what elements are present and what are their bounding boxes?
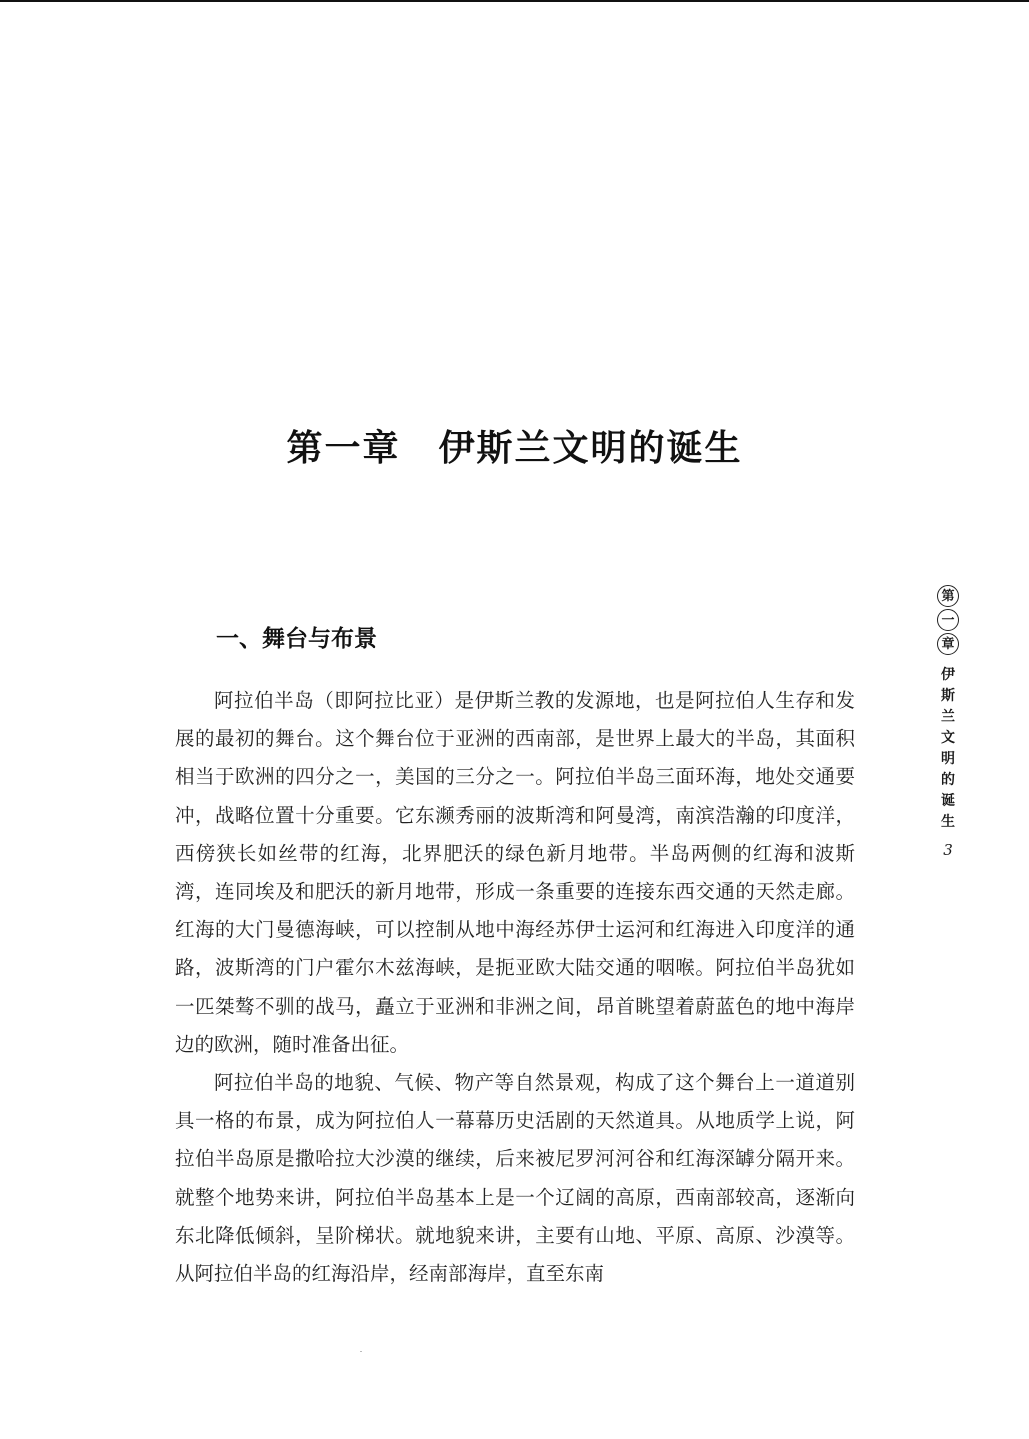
body-text — [175, 682, 855, 1293]
chapter-mark-yi: 一 — [937, 609, 959, 631]
paragraph-1: 阿拉伯半岛（即阿拉比亚）是伊斯兰教的发源地，也是阿拉伯人生存和发展的最初的舞台。这个舞台位于亚洲的西南部，是世界上最大的半岛，其面积相当于欧洲的四分之一，美国的三分之一。阿拉伯半岛三面环海，地处交通要冲，战略位置十分重要。它东濒秀丽的波斯湾和阿曼湾，南滨浩瀚的印度洋，西傍狭长如丝带的红海，北界肥沃的绿色新月地带。半岛两侧的红海和波斯湾，连同埃及和肥沃的新月地带，形成一条重要的连接东西交通的天然走廊。红海的大门曼德海峡，可以控制从地中海经苏伊士运河和红海进入印度洋的通路，波斯湾的门户霍尔木兹海峡，是扼亚欧大陆交通的咽喉。阿拉伯半岛犹如一匹桀骜不驯的战马，矗立于亚洲和非洲之间，昂首眺望着蔚蓝色的地中海岸边的欧洲，随时准备出征。 — [175, 689, 855, 1056]
scan-speck — [360, 1351, 362, 1352]
chapter-mark-di: 第 — [937, 585, 959, 607]
section-heading: 一、舞台与布景 — [216, 626, 377, 652]
chapter-title: 第一章 伊斯兰文明的诞生 — [286, 427, 743, 469]
paragraph-2: 阿拉伯半岛的地貌、气候、物产等自然景观，构成了这个舞台上一道道别具一格的布景，成为阿拉伯人一幕幕历史活剧的天然道具。从地质学上说，阿拉伯半岛原是撒哈拉大沙漠的继续，后来被尼罗河河谷和红海深罅分隔开来。就整个地势来讲，阿拉伯半岛基本上是一个辽阔的高原，西南部较高，逐渐向东北降低倾斜，呈阶梯状。就地貌来讲，主要有山地、平原、高原、沙漠等。从阿拉伯半岛的红海沿岸，经南部海岸，直至东南 — [175, 1071, 855, 1286]
page-number: 3 — [943, 841, 953, 859]
top-border-rule — [0, 0, 1029, 2]
side-chapter-tab — [933, 585, 963, 859]
chapter-mark-zhang: 章 — [937, 633, 959, 655]
running-title: 伊斯兰文明的诞生 — [941, 667, 955, 830]
